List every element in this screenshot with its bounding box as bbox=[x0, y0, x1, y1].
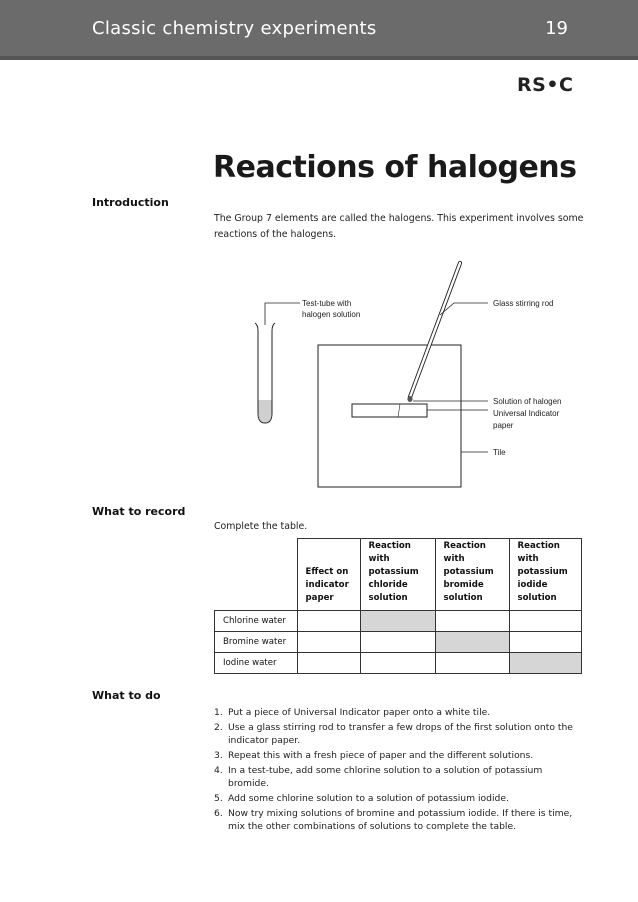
table-row bbox=[215, 632, 582, 653]
table-cell[interactable] bbox=[360, 632, 435, 653]
list-item: 4. In a test-tube, add some chlorine solution to a solution of potassium bromide. bbox=[214, 765, 543, 789]
row-label-chlorine: Chlorine water bbox=[215, 611, 298, 632]
table-cell[interactable] bbox=[297, 611, 360, 632]
table-cell-shaded bbox=[435, 632, 509, 653]
list-item: 6. Now try mixing solutions of bromine and potassium iodide. If there is time, mix the other combinations of solutions to complete the table. bbox=[214, 808, 573, 832]
page-title: Reactions of halogens bbox=[213, 150, 577, 185]
list-item: 3. Repeat this with a fresh piece of paper and the different solutions. bbox=[214, 750, 534, 761]
solution-label: Solution of halogen bbox=[493, 397, 562, 406]
list-item: 2. Use a glass stirring rod to transfer a few drops of the first solution onto the indicator paper. bbox=[214, 722, 573, 746]
rsc-logo: RS•C bbox=[517, 74, 574, 96]
paper-label-2: paper bbox=[493, 421, 514, 430]
table-cell[interactable] bbox=[435, 653, 509, 674]
table-cell[interactable] bbox=[297, 653, 360, 674]
col-header-chloride: Reaction with potassium chloride solution bbox=[360, 539, 435, 611]
paper-label-1: Universal Indicator bbox=[493, 409, 560, 418]
table-cell[interactable] bbox=[509, 632, 581, 653]
introduction-line-1: The Group 7 elements are called the halogens. This experiment involves some bbox=[214, 213, 584, 224]
table-cell[interactable] bbox=[435, 611, 509, 632]
record-heading: What to record bbox=[92, 505, 186, 518]
table-header-row bbox=[215, 539, 582, 611]
table-cell[interactable] bbox=[297, 632, 360, 653]
row-label-iodine: Iodine water bbox=[215, 653, 298, 674]
table-cell[interactable] bbox=[360, 653, 435, 674]
header-title: Classic chemistry experiments bbox=[92, 18, 377, 39]
tile-label: Tile bbox=[493, 448, 506, 457]
page-header bbox=[0, 0, 638, 60]
rod-leader bbox=[440, 303, 488, 315]
list-item: 5. Add some chlorine solution to a solution of potassium iodide. bbox=[214, 793, 509, 804]
test-tube-leader bbox=[265, 303, 300, 325]
steps-list bbox=[214, 706, 584, 835]
table-cell[interactable] bbox=[509, 611, 581, 632]
row-label-bromine: Bromine water bbox=[215, 632, 298, 653]
test-tube-icon bbox=[255, 323, 275, 423]
introduction-text bbox=[214, 211, 583, 243]
table-corner bbox=[215, 539, 298, 611]
introduction-heading: Introduction bbox=[92, 196, 169, 209]
results-table bbox=[214, 538, 582, 674]
table-cell-shaded bbox=[360, 611, 435, 632]
page-number: 19 bbox=[545, 18, 568, 39]
list-item: 1. Put a piece of Universal Indicator paper onto a white tile. bbox=[214, 707, 491, 718]
rod-label: Glass stirring rod bbox=[493, 299, 554, 308]
indicator-paper-icon bbox=[352, 404, 427, 417]
record-instruction: Complete the table. bbox=[214, 521, 308, 532]
table-row bbox=[215, 611, 582, 632]
test-tube-label-2: halogen solution bbox=[302, 310, 361, 319]
col-header-bromide: Reaction with potassium bromide solution bbox=[435, 539, 509, 611]
col-header-indicator: Effect on indicator paper bbox=[297, 539, 360, 611]
todo-heading: What to do bbox=[92, 689, 161, 702]
introduction-line-2: reactions of the halogens. bbox=[214, 229, 337, 240]
col-header-iodide: Reaction with potassium iodide solution bbox=[509, 539, 581, 611]
table-row bbox=[215, 653, 582, 674]
table-cell-shaded bbox=[509, 653, 581, 674]
glass-rod-icon bbox=[407, 263, 460, 402]
test-tube-label-1: Test-tube with bbox=[302, 299, 352, 308]
apparatus-diagram bbox=[230, 255, 590, 495]
